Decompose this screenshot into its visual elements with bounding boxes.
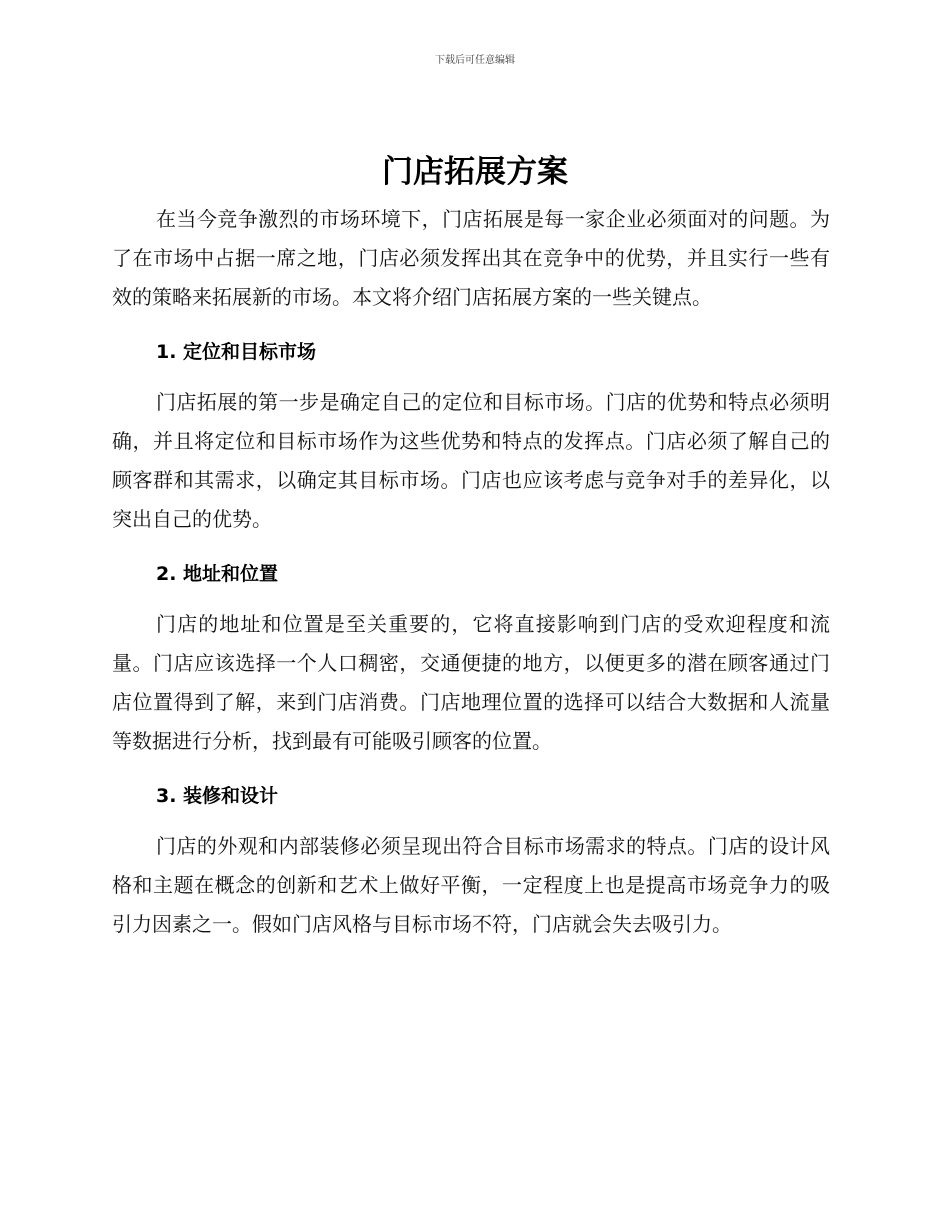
section-heading-positioning: 1. 定位和目标市场	[156, 341, 317, 363]
section-heading-location: 2. 地址和位置	[156, 563, 279, 585]
section-body-design: 门店的外观和内部装修必须呈现出符合目标市场需求的特点。门店的设计风格和主题在概念的创新和艺术上做好平衡，一定程度上也是提高市场竞争力的吸引力因素之一。假如门店风格与目标市场不符，门店就会失去吸引力。	[112, 834, 830, 936]
section-body-positioning: 门店拓展的第一步是确定自己的定位和目标市场。门店的优势和特点必须明确，并且将定位和目标市场作为这些优势和特点的发挥点。门店必须了解自己的顾客群和其需求，以确定其目标市场。门店也应该考虑与竞争对手的差异化，以突出自己的优势。	[112, 390, 830, 531]
section-heading-design: 3. 装修和设计	[156, 785, 279, 807]
document-body	[112, 200, 830, 944]
section-body-location: 门店的地址和位置是至关重要的，它将直接影响到门店的受欢迎程度和流量。门店应该选择一个人口稠密，交通便捷的地方，以便更多的潜在顾客通过门店位置得到了解，来到门店消费。门店地理位置的选择可以结合大数据和人流量等数据进行分析，找到最有可能吸引顾客的位置。	[112, 612, 830, 753]
header-note: 下载后可任意编辑	[435, 55, 515, 66]
document-title: 门店拓展方案	[382, 154, 568, 190]
intro-paragraph: 在当今竞争激烈的市场环境下，门店拓展是每一家企业必须面对的问题。为了在市场中占据一席之地，门店必须发挥出其在竞争中的优势，并且实行一些有效的策略来拓展新的市场。本文将介绍门店拓展方案的一些关键点。	[112, 207, 830, 309]
